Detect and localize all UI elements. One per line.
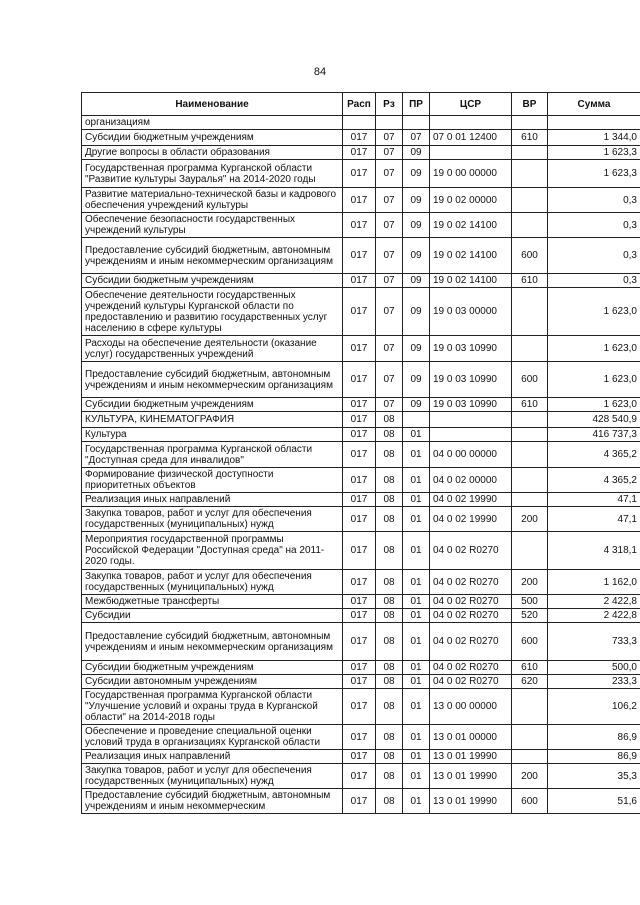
table-row [82, 595, 640, 609]
row-name-cell: Обеспечение безопасности государственных учреждений культуры [82, 213, 343, 238]
row-csr-cell: 19 0 03 10990 [430, 336, 512, 362]
row-sum-cell: 1 344,0 [548, 130, 640, 146]
row-rasp-cell: 017 [343, 398, 376, 412]
row-name-cell: Формирование физической доступности приоритетных объектов [82, 468, 343, 493]
row-pr-cell: 09 [403, 274, 430, 288]
table-row [82, 468, 640, 493]
row-name-cell: Субсидии [82, 609, 343, 623]
row-sum-cell: 47,1 [548, 493, 640, 507]
row-vr-cell: 610 [512, 661, 548, 675]
row-vr-cell: 520 [512, 609, 548, 623]
row-csr-cell: 04 0 02 00000 [430, 468, 512, 493]
table-row [82, 213, 640, 238]
row-rz-cell: 08 [376, 507, 403, 532]
row-name-cell: Предоставление субсидий бюджетным, автономным учреждениям и иным некоммерческим организациям [82, 362, 343, 398]
row-rasp-cell: 017 [343, 609, 376, 623]
row-rasp-cell [343, 116, 376, 130]
row-vr-cell [512, 188, 548, 213]
row-sum-cell: 0,3 [548, 238, 640, 274]
row-csr-cell: 07 0 01 12400 [430, 130, 512, 146]
column-header-rz: Рз [376, 93, 403, 116]
row-name-cell: Закупка товаров, работ и услуг для обеспечения государственных (муниципальных) нужд [82, 570, 343, 595]
column-header-pr: ПР [403, 93, 430, 116]
row-rz-cell: 08 [376, 412, 403, 428]
column-header-rasp: Расп [343, 93, 376, 116]
row-pr-cell: 09 [403, 336, 430, 362]
row-sum-cell: 733,3 [548, 623, 640, 661]
row-pr-cell [403, 412, 430, 428]
row-pr-cell: 01 [403, 468, 430, 493]
row-vr-cell: 600 [512, 623, 548, 661]
row-csr-cell: 13 0 00 00000 [430, 689, 512, 725]
table-row [82, 398, 640, 412]
row-name-cell: Государственная программа Курганской области "Развитие культуры Зауралья" на 2014-2020 годы [82, 160, 343, 188]
row-name-cell: Предоставление субсидий бюджетным, автономным учреждениям и иным некоммерческим организациям [82, 238, 343, 274]
row-rz-cell: 08 [376, 570, 403, 595]
row-vr-cell [512, 336, 548, 362]
row-rz-cell: 08 [376, 623, 403, 661]
row-pr-cell: 01 [403, 764, 430, 789]
row-csr-cell: 19 0 02 14100 [430, 238, 512, 274]
table-row [82, 288, 640, 336]
row-vr-cell [512, 412, 548, 428]
row-rz-cell: 07 [376, 146, 403, 160]
row-name-cell: КУЛЬТУРА, КИНЕМАТОГРАФИЯ [82, 412, 343, 428]
row-name-cell: Государственная программа Курганской области "Доступная среда для инвалидов" [82, 442, 343, 468]
row-csr-cell: 19 0 02 14100 [430, 213, 512, 238]
row-vr-cell: 600 [512, 362, 548, 398]
row-sum-cell: 86,9 [548, 750, 640, 764]
row-rz-cell: 08 [376, 689, 403, 725]
row-name-cell: Субсидии бюджетным учреждениям [82, 661, 343, 675]
row-csr-cell: 19 0 00 00000 [430, 160, 512, 188]
row-rasp-cell: 017 [343, 675, 376, 689]
row-csr-cell: 13 0 01 19990 [430, 750, 512, 764]
table-row [82, 675, 640, 689]
row-rz-cell: 08 [376, 493, 403, 507]
table-row [82, 689, 640, 725]
column-header-vr: ВР [512, 93, 548, 116]
row-rz-cell: 08 [376, 532, 403, 570]
row-pr-cell: 01 [403, 725, 430, 750]
row-sum-cell: 1 623,0 [548, 362, 640, 398]
row-sum-cell: 416 737,3 [548, 428, 640, 442]
row-name-cell: Предоставление субсидий бюджетным, автономным учреждениям и иным некоммерческим [82, 789, 343, 814]
table-row [82, 764, 640, 789]
row-vr-cell [512, 468, 548, 493]
row-csr-cell [430, 146, 512, 160]
row-rz-cell: 07 [376, 213, 403, 238]
row-pr-cell: 09 [403, 213, 430, 238]
row-rz-cell: 08 [376, 595, 403, 609]
table-row [82, 362, 640, 398]
row-pr-cell: 01 [403, 570, 430, 595]
row-vr-cell: 200 [512, 507, 548, 532]
table-row [82, 661, 640, 675]
row-csr-cell: 04 0 02 R0270 [430, 623, 512, 661]
row-rz-cell: 07 [376, 274, 403, 288]
row-pr-cell: 01 [403, 493, 430, 507]
row-vr-cell [512, 213, 548, 238]
row-rz-cell: 07 [376, 160, 403, 188]
row-rz-cell: 08 [376, 789, 403, 814]
row-pr-cell: 01 [403, 689, 430, 725]
row-name-cell: Субсидии автономным учреждениям [82, 675, 343, 689]
table-row [82, 336, 640, 362]
row-csr-cell: 04 0 02 R0270 [430, 609, 512, 623]
row-rasp-cell: 017 [343, 146, 376, 160]
row-vr-cell [512, 532, 548, 570]
row-sum-cell: 1 623,3 [548, 160, 640, 188]
table-row [82, 238, 640, 274]
row-csr-cell: 19 0 03 10990 [430, 362, 512, 398]
row-rz-cell: 07 [376, 398, 403, 412]
row-vr-cell [512, 689, 548, 725]
row-rz-cell: 07 [376, 188, 403, 213]
row-rz-cell: 08 [376, 764, 403, 789]
row-name-cell: Реализация иных направлений [82, 493, 343, 507]
row-rasp-cell: 017 [343, 661, 376, 675]
row-pr-cell: 01 [403, 675, 430, 689]
row-rz-cell: 07 [376, 336, 403, 362]
row-rz-cell: 08 [376, 609, 403, 623]
row-rasp-cell: 017 [343, 213, 376, 238]
row-csr-cell: 19 0 02 14100 [430, 274, 512, 288]
row-sum-cell: 1 623,0 [548, 336, 640, 362]
row-csr-cell: 19 0 03 00000 [430, 288, 512, 336]
table-row [82, 493, 640, 507]
table-row [82, 725, 640, 750]
row-vr-cell: 600 [512, 238, 548, 274]
table-row [82, 146, 640, 160]
row-rz-cell: 08 [376, 468, 403, 493]
row-csr-cell: 04 0 02 19990 [430, 493, 512, 507]
row-pr-cell: 01 [403, 595, 430, 609]
row-pr-cell: 01 [403, 623, 430, 661]
row-rasp-cell: 017 [343, 764, 376, 789]
row-csr-cell [430, 116, 512, 130]
row-rasp-cell: 017 [343, 428, 376, 442]
row-vr-cell: 600 [512, 789, 548, 814]
row-pr-cell: 09 [403, 288, 430, 336]
row-vr-cell [512, 493, 548, 507]
table-body [82, 116, 640, 814]
row-pr-cell: 01 [403, 428, 430, 442]
column-header-csr: ЦСР [430, 93, 512, 116]
row-pr-cell: 01 [403, 750, 430, 764]
row-name-cell: Государственная программа Курганской области "Улучшение условий и охраны труда в Курганской области" на 2014-2018 годы [82, 689, 343, 725]
row-pr-cell: 01 [403, 507, 430, 532]
row-sum-cell: 2 422,8 [548, 595, 640, 609]
row-name-cell: Субсидии бюджетным учреждениям [82, 274, 343, 288]
row-csr-cell: 04 0 02 19990 [430, 507, 512, 532]
row-sum-cell: 106,2 [548, 689, 640, 725]
row-name-cell: Мероприятия государственной программы Российской Федерации "Доступная среда" на 2011-2020 годы. [82, 532, 343, 570]
row-vr-cell: 610 [512, 274, 548, 288]
table-row [82, 188, 640, 213]
table-row [82, 750, 640, 764]
row-rasp-cell: 017 [343, 493, 376, 507]
row-sum-cell: 4 365,2 [548, 442, 640, 468]
row-rz-cell: 08 [376, 661, 403, 675]
budget-table [81, 92, 640, 814]
row-name-cell: организациям [82, 116, 343, 130]
row-pr-cell: 09 [403, 238, 430, 274]
row-vr-cell [512, 428, 548, 442]
row-csr-cell: 13 0 01 19990 [430, 764, 512, 789]
row-rasp-cell: 017 [343, 362, 376, 398]
row-csr-cell: 04 0 02 R0270 [430, 675, 512, 689]
row-rasp-cell: 017 [343, 725, 376, 750]
row-sum-cell: 4 318,1 [548, 532, 640, 570]
row-pr-cell: 09 [403, 362, 430, 398]
row-vr-cell: 620 [512, 675, 548, 689]
row-rasp-cell: 017 [343, 274, 376, 288]
row-sum-cell: 233,3 [548, 675, 640, 689]
row-name-cell: Субсидии бюджетным учреждениям [82, 130, 343, 146]
row-pr-cell: 09 [403, 146, 430, 160]
row-vr-cell [512, 288, 548, 336]
row-sum-cell: 51,6 [548, 789, 640, 814]
row-vr-cell: 610 [512, 398, 548, 412]
row-rasp-cell: 017 [343, 789, 376, 814]
row-sum-cell: 2 422,8 [548, 609, 640, 623]
row-csr-cell: 13 0 01 19990 [430, 789, 512, 814]
row-rz-cell: 08 [376, 428, 403, 442]
row-vr-cell: 200 [512, 570, 548, 595]
row-sum-cell: 428 540,9 [548, 412, 640, 428]
row-name-cell: Реализация иных направлений [82, 750, 343, 764]
row-pr-cell: 09 [403, 188, 430, 213]
row-name-cell: Субсидии бюджетным учреждениям [82, 398, 343, 412]
row-csr-cell: 04 0 02 R0270 [430, 570, 512, 595]
row-sum-cell: 0,3 [548, 213, 640, 238]
row-rasp-cell: 017 [343, 570, 376, 595]
row-rz-cell [376, 116, 403, 130]
row-rasp-cell: 017 [343, 188, 376, 213]
row-rasp-cell: 017 [343, 623, 376, 661]
row-vr-cell [512, 116, 548, 130]
row-csr-cell: 04 0 02 R0270 [430, 661, 512, 675]
row-name-cell: Межбюджетные трансферты [82, 595, 343, 609]
row-vr-cell: 200 [512, 764, 548, 789]
table-row [82, 570, 640, 595]
table-row [82, 623, 640, 661]
row-pr-cell: 01 [403, 442, 430, 468]
row-rasp-cell: 017 [343, 288, 376, 336]
row-vr-cell [512, 160, 548, 188]
table-row [82, 507, 640, 532]
row-sum-cell: 35,3 [548, 764, 640, 789]
row-vr-cell [512, 725, 548, 750]
row-name-cell: Предоставление субсидий бюджетным, автономным учреждениям и иным некоммерческим организациям [82, 623, 343, 661]
row-rz-cell: 07 [376, 288, 403, 336]
row-sum-cell: 47,1 [548, 507, 640, 532]
row-name-cell: Обеспечение деятельности государственных учреждений культуры Курганской области по предоставлению и развитию государственных услуг населению в сфере культуры [82, 288, 343, 336]
row-csr-cell: 13 0 01 00000 [430, 725, 512, 750]
row-name-cell: Культура [82, 428, 343, 442]
page-number: 84 [313, 66, 327, 78]
row-rz-cell: 08 [376, 725, 403, 750]
row-rasp-cell: 017 [343, 412, 376, 428]
row-sum-cell: 1 162,0 [548, 570, 640, 595]
row-csr-cell: 04 0 02 R0270 [430, 532, 512, 570]
row-rasp-cell: 017 [343, 238, 376, 274]
row-csr-cell: 19 0 03 10990 [430, 398, 512, 412]
row-pr-cell: 07 [403, 130, 430, 146]
row-rz-cell: 07 [376, 362, 403, 398]
table-header-row [82, 93, 640, 116]
row-rasp-cell: 017 [343, 595, 376, 609]
row-name-cell: Закупка товаров, работ и услуг для обеспечения государственных (муниципальных) нужд [82, 507, 343, 532]
row-csr-cell: 19 0 02 00000 [430, 188, 512, 213]
row-sum-cell: 86,9 [548, 725, 640, 750]
row-name-cell: Развитие материально-технической базы и кадрового обеспечения учреждений культуры [82, 188, 343, 213]
table-row [82, 442, 640, 468]
row-rasp-cell: 017 [343, 532, 376, 570]
row-csr-cell [430, 412, 512, 428]
row-sum-cell: 1 623,0 [548, 398, 640, 412]
row-sum-cell: 0,3 [548, 188, 640, 213]
row-rasp-cell: 017 [343, 468, 376, 493]
column-header-sum: Сумма [548, 93, 640, 116]
row-sum-cell: 500,0 [548, 661, 640, 675]
row-vr-cell [512, 750, 548, 764]
row-sum-cell: 1 623,3 [548, 146, 640, 160]
row-sum-cell [548, 116, 640, 130]
table-row [82, 609, 640, 623]
table-row [82, 412, 640, 428]
table-row [82, 789, 640, 814]
row-rz-cell: 08 [376, 675, 403, 689]
row-rz-cell: 08 [376, 750, 403, 764]
row-pr-cell: 01 [403, 661, 430, 675]
table-row [82, 532, 640, 570]
row-name-cell: Закупка товаров, работ и услуг для обеспечения государственных (муниципальных) нужд [82, 764, 343, 789]
row-csr-cell [430, 428, 512, 442]
row-rz-cell: 08 [376, 442, 403, 468]
row-rasp-cell: 017 [343, 336, 376, 362]
row-vr-cell [512, 146, 548, 160]
row-sum-cell: 1 623,0 [548, 288, 640, 336]
row-sum-cell: 4 365,2 [548, 468, 640, 493]
table-row [82, 116, 640, 130]
table-row [82, 274, 640, 288]
row-pr-cell: 09 [403, 160, 430, 188]
row-pr-cell: 01 [403, 532, 430, 570]
table-row [82, 160, 640, 188]
row-vr-cell: 610 [512, 130, 548, 146]
row-rasp-cell: 017 [343, 507, 376, 532]
row-rasp-cell: 017 [343, 750, 376, 764]
row-pr-cell: 09 [403, 398, 430, 412]
row-sum-cell: 0,3 [548, 274, 640, 288]
row-name-cell: Обеспечение и проведение специальной оценки условий труда в организациях Курганской области [82, 725, 343, 750]
row-name-cell: Другие вопросы в области образования [82, 146, 343, 160]
row-rasp-cell: 017 [343, 442, 376, 468]
row-name-cell: Расходы на обеспечение деятельности (оказание услуг) государственных учреждений [82, 336, 343, 362]
row-pr-cell: 01 [403, 789, 430, 814]
row-csr-cell: 04 0 00 00000 [430, 442, 512, 468]
table-row [82, 428, 640, 442]
row-vr-cell: 500 [512, 595, 548, 609]
row-rasp-cell: 017 [343, 130, 376, 146]
row-rz-cell: 07 [376, 130, 403, 146]
row-rasp-cell: 017 [343, 160, 376, 188]
row-csr-cell: 04 0 02 R0270 [430, 595, 512, 609]
row-vr-cell [512, 442, 548, 468]
row-rz-cell: 07 [376, 238, 403, 274]
column-header-name: Наименование [82, 93, 343, 116]
table-row [82, 130, 640, 146]
row-rasp-cell: 017 [343, 689, 376, 725]
row-pr-cell: 01 [403, 609, 430, 623]
row-pr-cell [403, 116, 430, 130]
